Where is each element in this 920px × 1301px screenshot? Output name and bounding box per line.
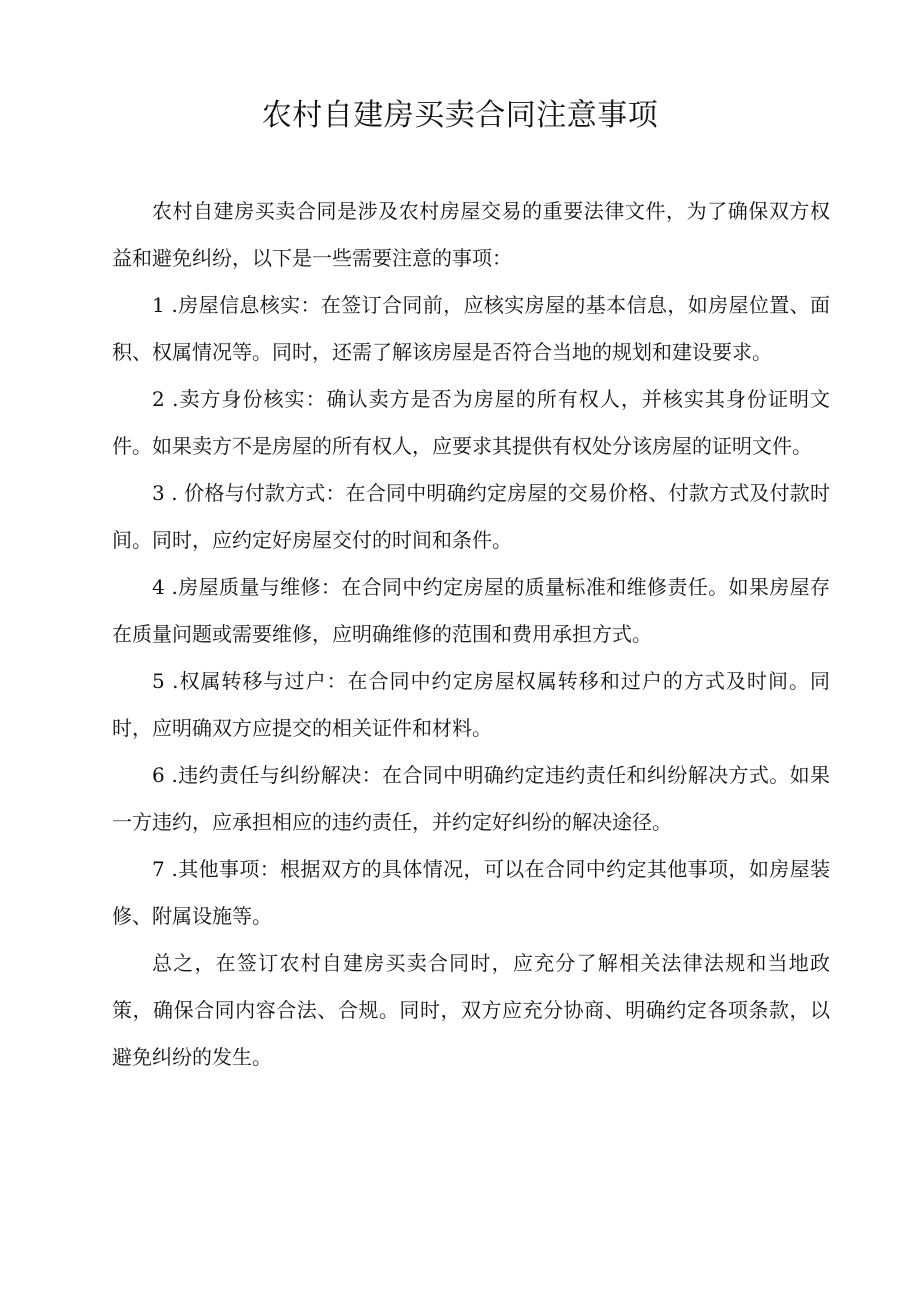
intro-paragraph: 农村自建房买卖合同是涉及农村房屋交易的重要法律文件，为了确保双方权益和避免纠纷，以下是一些需要注意的事项： bbox=[112, 199, 830, 270]
conclusion-paragraph: 总之，在签订农村自建房买卖合同时，应充分了解相关法律法规和当地政策，确保合同内容合法、合规。同时，双方应充分协商、明确约定各项条款，以避免纠纷的发生。 bbox=[112, 951, 830, 1069]
item-6-breach-disputes: 6 .违约责任与纠纷解决：在合同中明确约定违约责任和纠纷解决方式。如果一方违约，应承担相应的违约责任，并约定好纠纷的解决途径。 bbox=[112, 763, 830, 834]
item-3-price-payment: 3 . 价格与付款方式：在合同中明确约定房屋的交易价格、付款方式及付款时间。同时，应约定好房屋交付的时间和条件。 bbox=[112, 481, 830, 552]
item-2-seller-identity: 2 .卖方身份核实：确认卖方是否为房屋的所有权人，并核实其身份证明文件。如果卖方不是房屋的所有权人，应要求其提供有权处分该房屋的证明文件。 bbox=[112, 387, 830, 458]
document-body bbox=[112, 188, 830, 1081]
document-title: 农村自建房买卖合同注意事项 bbox=[261, 98, 659, 133]
item-5-ownership-transfer: 5 .权属转移与过户：在合同中约定房屋权属转移和过户的方式及时间。同时，应明确双方应提交的相关证件和材料。 bbox=[112, 669, 830, 740]
item-1-house-info: 1 .房屋信息核实：在签订合同前，应核实房屋的基本信息，如房屋位置、面积、权属情况等。同时，还需了解该房屋是否符合当地的规划和建设要求。 bbox=[112, 293, 830, 364]
item-4-quality-maintenance: 4 .房屋质量与维修：在合同中约定房屋的质量标准和维修责任。如果房屋存在质量问题或需要维修，应明确维修的范围和费用承担方式。 bbox=[112, 575, 830, 646]
item-7-other-matters: 7 .其他事项：根据双方的具体情况，可以在合同中约定其他事项，如房屋装修、附属设施等。 bbox=[112, 857, 830, 928]
